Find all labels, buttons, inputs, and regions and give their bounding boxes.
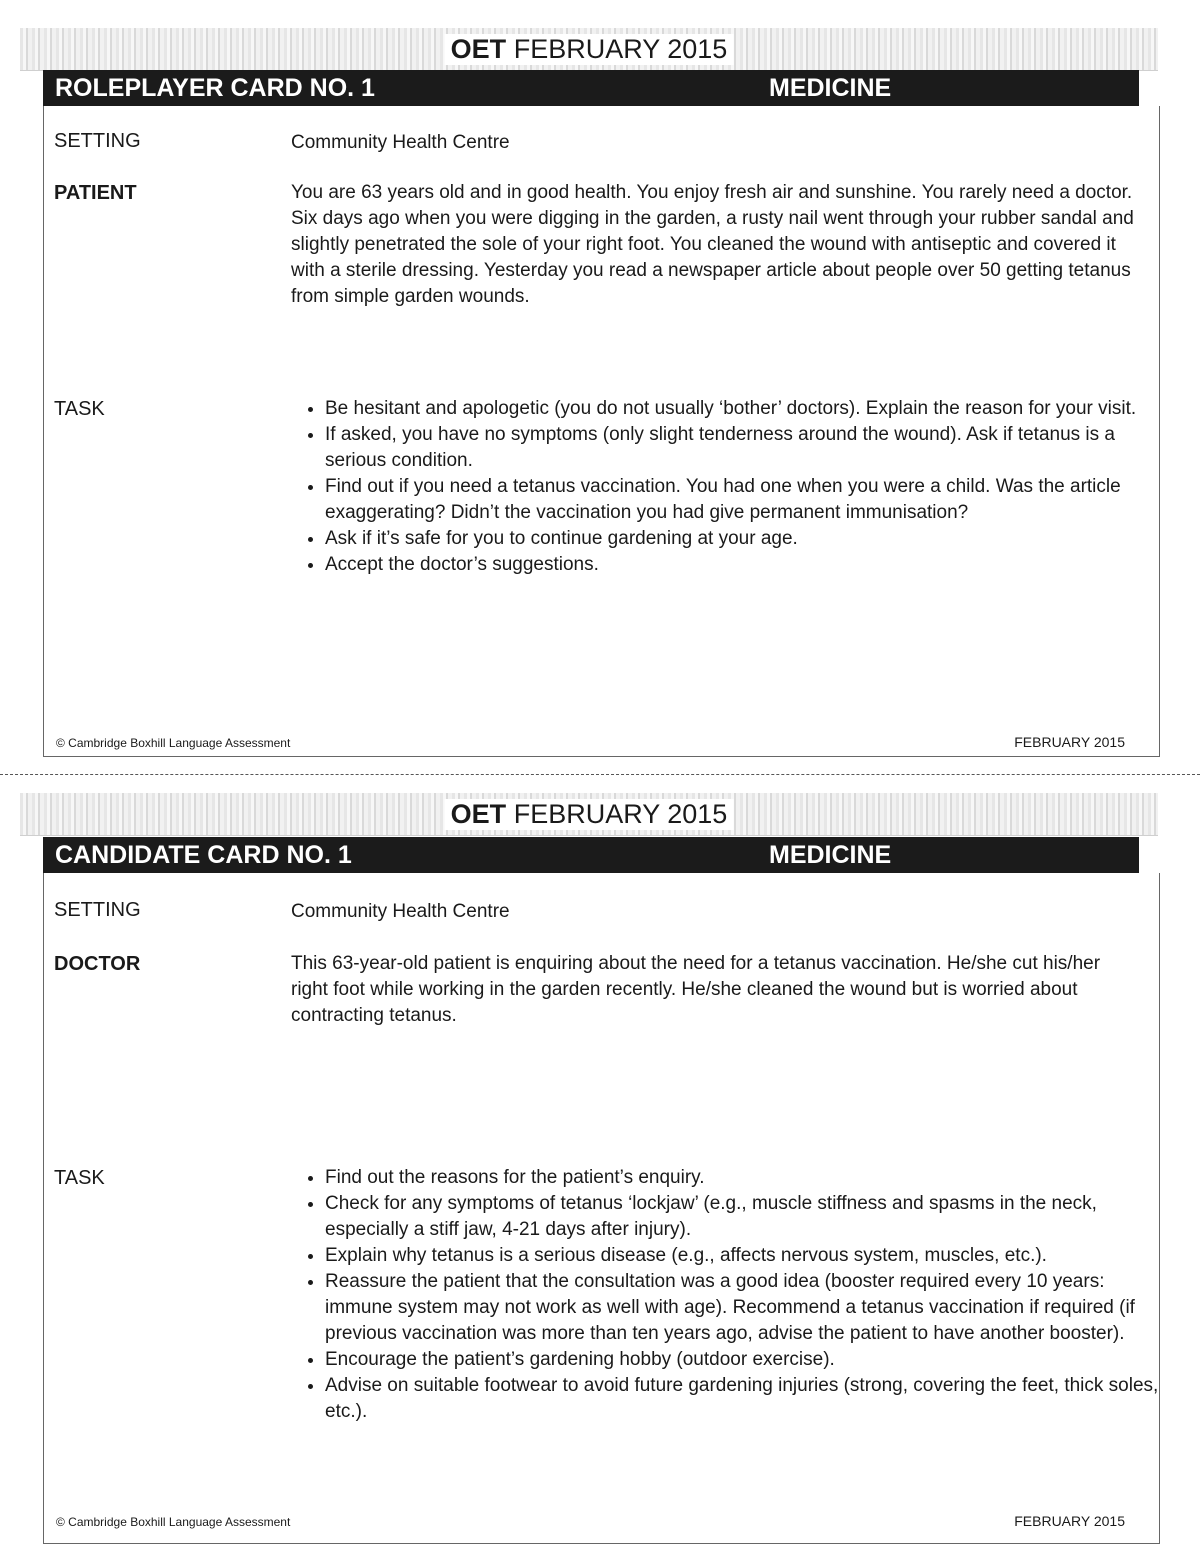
setting-value: Community Health Centre [291, 132, 510, 153]
card-header-strip [20, 28, 1158, 71]
task-item: • Advise on suitable footwear to avoid future gardening injuries (strong, covering the feet, thick soles, etc.). [325, 1373, 1175, 1425]
date-footer: FEBRUARY 2015 [1014, 734, 1125, 750]
card-type-label: CANDIDATE CARD NO. 1 [55, 841, 352, 869]
title-date: FEBRUARY 2015 [513, 799, 728, 829]
card-type-bar [43, 837, 1139, 873]
task-item: • Accept the doctor’s suggestions. [325, 552, 1175, 578]
setting-value: Community Health Centre [291, 901, 510, 922]
title-oet: OET [450, 799, 507, 829]
role-description: You are 63 years old and in good health. You enjoy fresh air and sunshine. You rarely need a doctor. Six days ago when you were digging in the garden, a rusty nail went through your rubber sandal and slightly penetrated the sole of your right foot. You cleaned the wound with antiseptic and covered it with a sterile dressing. Yesterday you read a newspaper article about people over 50 getting tetanus from simple garden wounds. [291, 182, 1134, 307]
task-list [291, 1165, 1175, 1425]
role-description: This 63-year-old patient is enquiring about the need for a tetanus vaccination. He/she cut his/her right foot while working in the garden recently. He/she cleaned the wound but is worried about contracting tetanus. [291, 953, 1101, 1026]
task-item: • Ask if it’s safe for you to continue gardening at your age. [325, 526, 1175, 552]
copyright-footer: © Cambridge Boxhill Language Assessment [56, 736, 291, 750]
task-item: • If asked, you have no symptoms (only slight tenderness around the wound). Ask if tetanus is a serious condition. [325, 422, 1175, 474]
task-item: • Check for any symptoms of tetanus ‘lockjaw’ (e.g., muscle stiffness and spasms in the neck, especially a stiff jaw, 4-21 days after injury). [325, 1191, 1175, 1243]
title-oet: OET [450, 34, 507, 64]
title-date: FEBRUARY 2015 [513, 34, 728, 64]
card-type-bar [43, 70, 1139, 106]
profession-label: MEDICINE [769, 74, 892, 102]
setting-label: SETTING [54, 899, 141, 921]
task-item: • Be hesitant and apologetic (you do not usually ‘bother’ doctors). Explain the reason for your visit. [325, 396, 1175, 422]
role-label: PATIENT [54, 182, 137, 204]
setting-label: SETTING [54, 130, 141, 152]
card-body [43, 106, 1160, 757]
role-label: DOCTOR [54, 953, 141, 975]
task-item: • Find out if you need a tetanus vaccination. You had one when you were a child. Was the article exaggerating? Didn’t the vaccination you had give permanent immunisation? [325, 474, 1175, 526]
task-label: TASK [54, 1167, 105, 1189]
task-list [291, 396, 1175, 578]
copyright-footer: © Cambridge Boxhill Language Assessment [56, 1515, 291, 1529]
card-type-label: ROLEPLAYER CARD NO. 1 [55, 74, 375, 102]
date-footer: FEBRUARY 2015 [1014, 1513, 1125, 1529]
card-title [445, 799, 734, 830]
task-item: • Explain why tetanus is a serious disease (e.g., affects nervous system, muscles, etc.). [325, 1243, 1175, 1269]
task-item: • Encourage the patient’s gardening hobby (outdoor exercise). [325, 1347, 1175, 1373]
card-title [445, 34, 734, 65]
profession-label: MEDICINE [769, 841, 892, 869]
candidate-card [0, 790, 1200, 1550]
task-item: • Find out the reasons for the patient’s enquiry. [325, 1165, 1175, 1191]
task-label: TASK [54, 398, 105, 420]
card-header-strip [20, 793, 1158, 836]
task-item: • Reassure the patient that the consultation was a good idea (booster required every 10 years: immune system may not work as well with age). Recommend a tetanus vaccination if required (if previous vaccination was more than ten years ago, advise the patient to have another booster). [325, 1269, 1175, 1347]
roleplayer-card [0, 0, 1200, 770]
card-separator [0, 774, 1200, 775]
card-body [43, 873, 1160, 1544]
